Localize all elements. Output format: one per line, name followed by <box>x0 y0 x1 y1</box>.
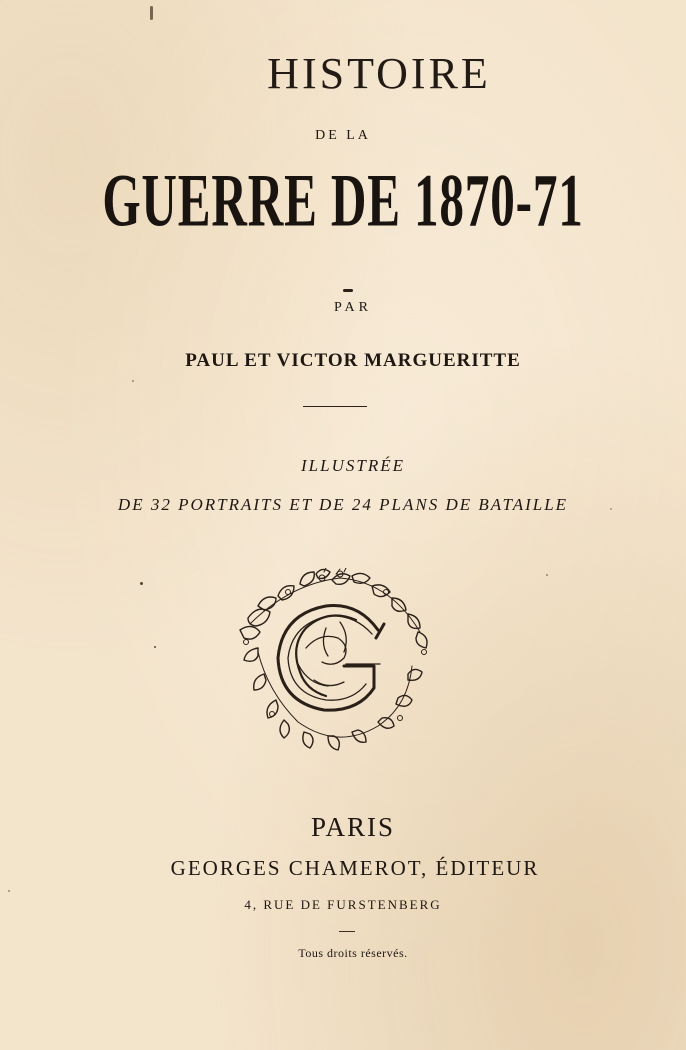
paper-speck <box>546 574 548 576</box>
paper-speck <box>150 6 153 20</box>
imprint-dash <box>339 931 355 932</box>
paper-speck <box>610 508 612 510</box>
imprint-publisher: GEORGES CHAMEROT, ÉDITEUR <box>170 856 540 880</box>
title-histoire: HISTOIRE <box>267 49 491 98</box>
byline-par: PAR <box>334 300 372 315</box>
paper-speck <box>132 380 134 382</box>
rights-notice: Tous droits réservés. <box>298 946 408 960</box>
authors: PAUL ET VICTOR MARGUERITTE <box>185 350 521 371</box>
imprint-city: PARIS <box>310 812 396 842</box>
ornamental-dash <box>343 289 353 292</box>
divider-rule <box>303 406 367 407</box>
publisher-monogram-icon <box>228 568 442 754</box>
paper-speck <box>8 890 10 892</box>
title-de-la: DE LA <box>315 128 371 143</box>
imprint-address: 4, RUE DE FURSTENBERG <box>244 897 442 912</box>
paper-speck <box>140 582 143 585</box>
paper-speck <box>154 646 156 648</box>
illustrations-line: DE 32 PORTRAITS ET DE 24 PLANS DE BATAILLE <box>117 495 569 514</box>
title-guerre: GUERRE DE 1870-71 <box>102 159 584 242</box>
illustree-label: ILLUSTRÉE <box>301 456 405 475</box>
